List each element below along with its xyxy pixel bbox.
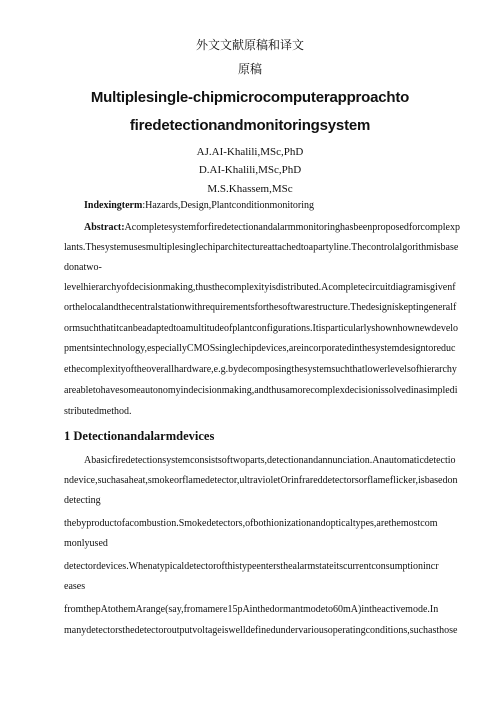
abstract-label: Abstract: (84, 222, 125, 233)
chinese-header-title: 外文文献原稿和译文 (195, 38, 304, 52)
body-line: detecting (64, 495, 101, 506)
paper-title-line-1: Multiplesingle-chipmicrocomputerapproachto (90, 89, 410, 106)
abstract-text: Acompletesystemforfiredetectionandalarmmonitoringhasbeenproposedforcomplexp (124, 222, 460, 233)
abstract-line: ormsuchthatitcanbeadaptedtoamultitudeofplantconfigurations.Itisparticularlyshownhownewdevelo (64, 323, 459, 334)
abstract-line: lants.Thesystemusesmultiplesinglechiparchitectureattachedtoapartyline.Thecontrolalgorithmisbase (64, 242, 459, 253)
body-line: fromthepAtothemArange(say,fromamere15pAinthedormantmodeto60mA)intheactivemode.In (64, 604, 439, 615)
section-heading: 1 Detectionandalarmdevices (64, 429, 215, 443)
indexing-text: :Hazards,Design,Plantconditionmonitoring (142, 200, 314, 211)
body-line: monlyused (64, 538, 108, 549)
abstract-line: levelhierarchyofdecisionmaking,thusthecomplexityisdistributed.Acompletecircuitdiagramisgivenf (64, 282, 456, 293)
author-3: M.S.Khassem,MSc (207, 183, 293, 195)
abstract-line: stributedmethod. (64, 406, 132, 417)
paper-title-line-2: firedetectionandmonitoringsystem (129, 117, 371, 134)
abstract-line: orthelocalandthecentralstationwithrequirementsforthesoftwarestructure.Thedesignískeptingeneralf (64, 302, 457, 313)
body-line: manydetectorsthedetectoroutputvoltageiswelldefinedundervariousoperatingconditions,suchasthose (64, 625, 458, 636)
body-line: detectordevices.Whenatypicaldetectorofthistypeentersthealarmstateitscurrentconsumptionincr (64, 561, 439, 572)
body-line: Abasicfiredetectionsystemconsistsoftwoparts,detectionandannunciation.Anautomaticdetectio (84, 455, 456, 466)
body-line: eases (64, 581, 86, 592)
abstract-line: ethecomplexityoftheoverallhardware,e.g.bydecomposingthesystemsuchthatlowerlevelsofhierarchy (64, 364, 457, 375)
body-line: ndevice,suchasaheat,smokeorflamedetector,ultravioletOrinfrareddetectorsorflameflicker,isbasedon (64, 475, 458, 486)
abstract-line: donatwo- (64, 262, 102, 273)
abstract-line (84, 222, 460, 234)
body-line: thebyproductofacombustion.Smokedetectors,ofbothionizationandopticaltypes,arethemostcom (64, 518, 438, 529)
author-2: D.AI-Khalili,MSc,PhD (198, 164, 302, 176)
indexing-terms (84, 200, 314, 212)
indexing-label: Indexingterm (84, 200, 143, 211)
chinese-header-subtitle: 原稿 (237, 62, 262, 76)
abstract-line: areabletohavesomeautonomyindecisionmaking,andthusamorecomplexdecisionissolvedinasimpledi (64, 385, 458, 396)
abstract-line: pmentsintechnology,especiallyCMOSsinglechipdevices,areincorporatedinthesystemdesigntoreduc (64, 343, 456, 354)
author-1: AJ.AI-Khalili,MSc,PhD (196, 146, 304, 158)
